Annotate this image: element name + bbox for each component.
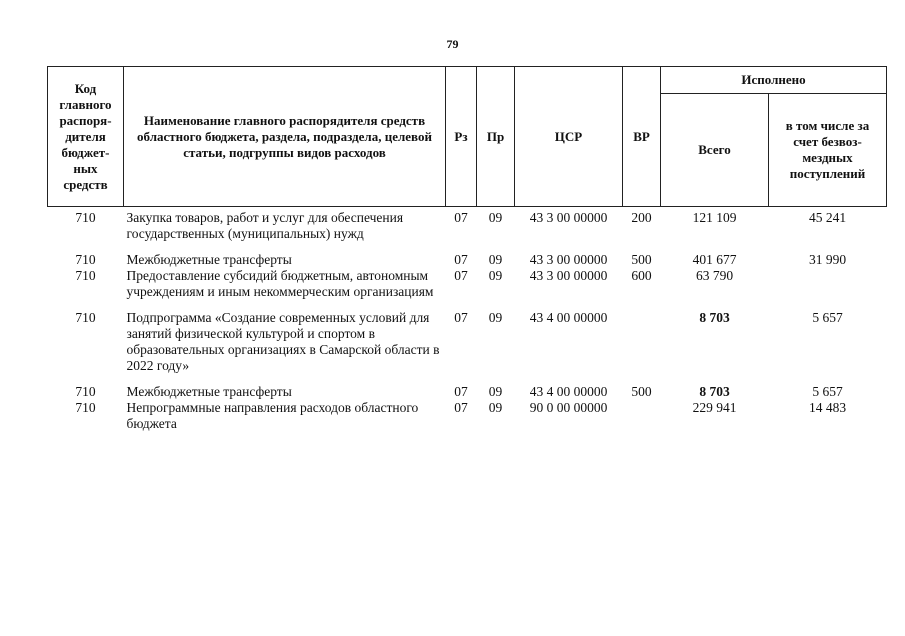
cell-vr <box>623 400 661 432</box>
cell-rz: 07 <box>454 384 468 399</box>
cell-pr: 09 <box>488 268 503 283</box>
cell-pr: 09 <box>488 252 503 267</box>
cell-vr: 500 <box>631 252 652 267</box>
cell-pr: 09 <box>488 310 503 325</box>
cell-code: 710 <box>75 400 96 415</box>
cell-free: 5 657 <box>812 310 843 325</box>
header-code: Код главного распоря-дителя бюджет-ных средств <box>48 67 124 207</box>
cell-free: 5 657 <box>812 384 843 399</box>
table-row <box>48 400 887 432</box>
cell-csr: 43 4 00 00000 <box>529 310 608 325</box>
header-total: Всего <box>661 94 769 207</box>
cell-rz: 07 <box>454 310 468 325</box>
cell-free: 31 990 <box>808 252 847 267</box>
cell-rz: 07 <box>454 252 468 267</box>
table-row <box>48 268 887 310</box>
cell-total: 63 790 <box>695 268 734 283</box>
cell-total: 121 109 <box>692 210 737 225</box>
header-name: Наименование главного распорядителя средств областного бюджета, раздела, подраздела, целевой статьи, подгруппы видов расходов <box>124 67 446 207</box>
cell-vr <box>623 310 661 384</box>
cell-code: 710 <box>75 384 96 399</box>
cell-rz: 07 <box>454 400 468 415</box>
cell-total: 8 703 <box>699 310 730 325</box>
cell-code: 710 <box>75 310 96 325</box>
header-vr: ВР <box>623 67 661 207</box>
cell-pr: 09 <box>488 400 503 415</box>
cell-name: Закупка товаров, работ и услуг для обеспечения государственных (муниципальных) нужд <box>126 210 404 241</box>
cell-name: Подпрограмма «Создание современных условий для занятий физической культурой и спортом в образовательных организациях в Самарской области в 2022 году» <box>126 310 440 373</box>
cell-name: Межбюджетные трансферты <box>126 384 292 399</box>
cell-total: 8 703 <box>699 384 730 399</box>
cell-code: 710 <box>75 210 96 225</box>
table-row <box>48 310 887 384</box>
cell-total: 401 677 <box>692 252 737 267</box>
cell-pr: 09 <box>488 210 503 225</box>
header-rz: Рз <box>446 67 477 207</box>
cell-csr: 43 3 00 00000 <box>529 210 608 225</box>
table-row <box>48 384 887 400</box>
cell-csr: 90 0 00 00000 <box>529 400 608 415</box>
cell-name: Межбюджетные трансферты <box>126 252 292 267</box>
cell-rz: 07 <box>454 268 468 283</box>
cell-free <box>769 268 887 310</box>
cell-code: 710 <box>75 268 96 283</box>
budget-table <box>47 66 887 432</box>
cell-csr: 43 3 00 00000 <box>529 252 608 267</box>
cell-total: 229 941 <box>692 400 737 415</box>
header-executed: Исполнено <box>661 67 887 94</box>
table-row <box>48 252 887 268</box>
cell-code: 710 <box>75 252 96 267</box>
cell-free: 45 241 <box>808 210 847 225</box>
cell-vr: 200 <box>631 210 652 225</box>
cell-free: 14 483 <box>808 400 847 415</box>
cell-name: Непрограммные направления расходов областного бюджета <box>126 400 419 431</box>
header-free: в том числе за счет безвоз-мездных поступлений <box>769 94 887 207</box>
cell-csr: 43 3 00 00000 <box>529 268 608 283</box>
cell-csr: 43 4 00 00000 <box>529 384 608 399</box>
table-row <box>48 207 887 253</box>
cell-vr: 600 <box>631 268 652 283</box>
cell-rz: 07 <box>454 210 468 225</box>
cell-name: Предоставление субсидий бюджетным, автономным учреждениям и иным некоммерческим организациям <box>126 268 434 299</box>
cell-vr: 500 <box>631 384 652 399</box>
header-csr: ЦСР <box>515 67 623 207</box>
page-number: 79 <box>446 37 459 51</box>
cell-pr: 09 <box>488 384 503 399</box>
header-pr: Пр <box>477 67 515 207</box>
